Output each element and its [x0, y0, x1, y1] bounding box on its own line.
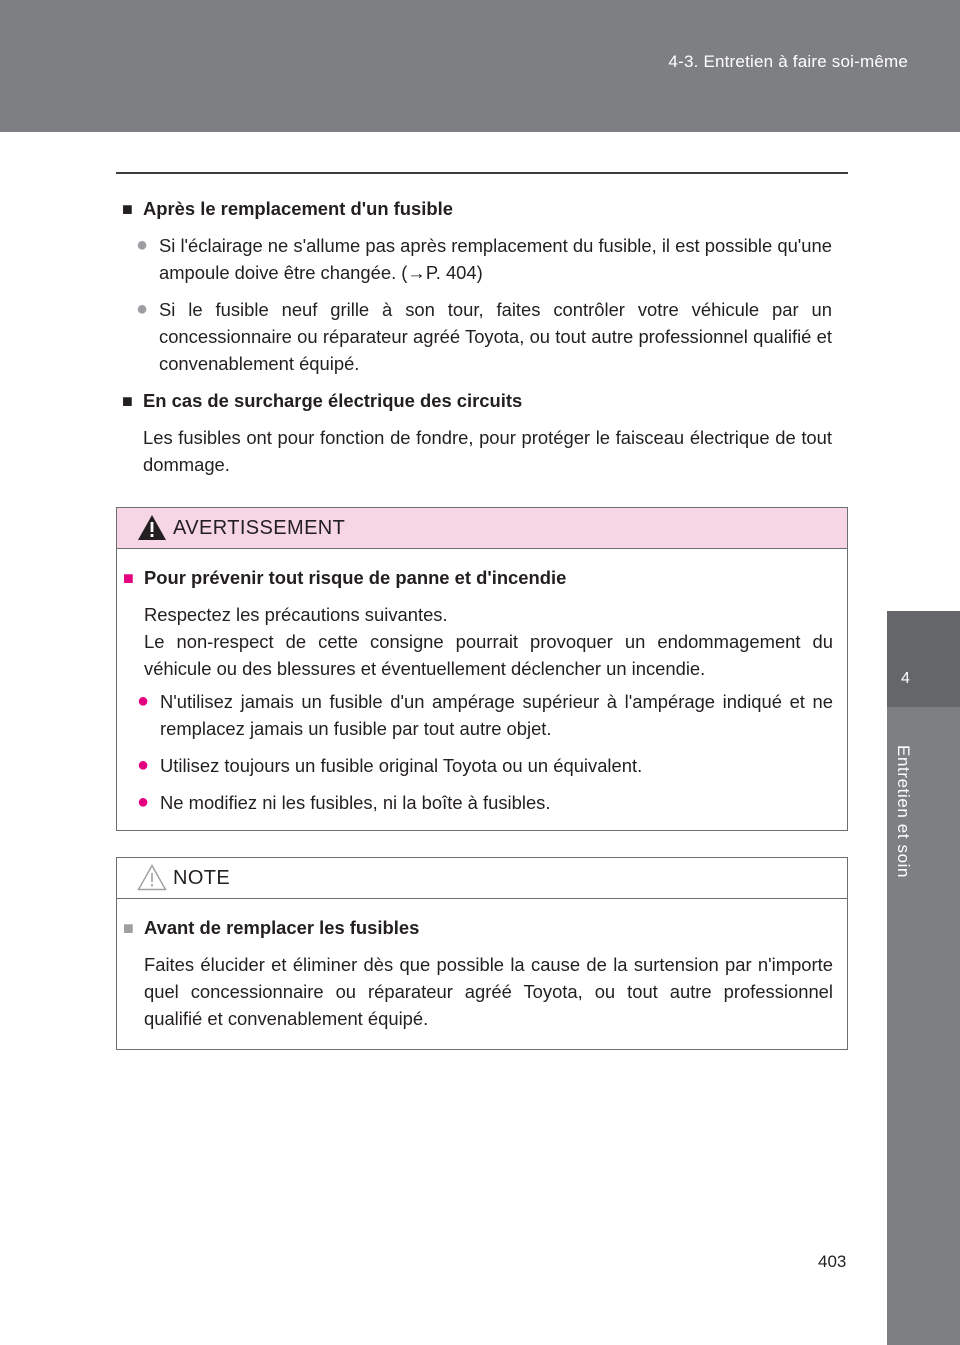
list-item-text: Si l'éclairage ne s'allume pas après remplacement du fusible, il est possible qu'une ampoule doive être changée. (→P. 404)	[159, 235, 832, 283]
heading-text: Après le remplacement d'un fusible	[143, 198, 453, 219]
main-content	[122, 195, 832, 488]
heading-text: Pour prévenir tout risque de panne et d'incendie	[144, 567, 567, 588]
warning-intro-line: Le non-respect de cette consigne pourrait provoquer un endommagement du véhicule ou des blessures et éventuellement déclencher un incendie.	[144, 631, 833, 679]
warning-box-header	[117, 508, 847, 549]
section-heading-replacement	[122, 195, 832, 222]
header-band	[0, 0, 960, 132]
list-item	[123, 752, 833, 779]
warning-box	[116, 507, 848, 831]
list-item	[123, 789, 833, 816]
bullet-icon: ●	[136, 234, 149, 256]
warning-heading	[123, 564, 833, 591]
bullet-icon: ●	[137, 690, 150, 712]
heading-text: Avant de remplacer les fusibles	[144, 917, 420, 938]
list-item	[123, 688, 833, 742]
square-marker-icon: ■	[122, 391, 133, 411]
chapter-number: 4	[901, 670, 910, 687]
square-marker-icon: ■	[123, 918, 134, 938]
section-heading-overload	[122, 387, 832, 414]
bullet-icon: ●	[137, 791, 150, 813]
list-item-text: Si le fusible neuf grille à son tour, faites contrôler votre véhicule par un concessionnaire ou réparateur agréé Toyota, ou tout autre professionnel qualifié et convenablement équipé.	[159, 299, 832, 374]
note-paragraph: Faites élucider et éliminer dès que possible la cause de la surtension par n'importe quel concessionnaire ou réparateur agréé Toyota, ou tout autre professionnel qualifié et convenablement équipé.	[144, 954, 833, 1029]
caution-triangle-icon	[137, 863, 167, 891]
chapter-label: Entretien et soin	[894, 745, 913, 879]
bullet-icon: ●	[136, 298, 149, 320]
list-item-text: N'utilisez jamais un fusible d'un ampérage supérieur à l'ampérage indiqué et ne remplacez jamais un fusible par tout autre objet.	[160, 691, 833, 739]
warning-intro	[123, 601, 833, 682]
warning-box-body	[123, 564, 833, 826]
page-number: 403	[818, 1252, 847, 1271]
list-item	[122, 296, 832, 377]
note-box-header	[117, 858, 847, 899]
square-marker-icon: ■	[122, 199, 133, 219]
chapter-side-tab	[887, 611, 960, 1345]
note-title: NOTE	[173, 867, 231, 889]
list-item-text: Utilisez toujours un fusible original Toyota ou un équivalent.	[160, 755, 643, 776]
list-item-text: Ne modifiez ni les fusibles, ni la boîte à fusibles.	[160, 792, 551, 813]
section-title: 4-3. Entretien à faire soi-même	[668, 52, 908, 71]
warning-triangle-icon	[137, 513, 167, 541]
note-box	[116, 857, 848, 1050]
overload-paragraph: Les fusibles ont pour fonction de fondre, pour protéger le faisceau électrique de tout dommage.	[143, 427, 832, 475]
warning-title: AVERTISSEMENT	[173, 517, 346, 539]
chapter-tab-highlight	[887, 611, 960, 707]
list-item	[122, 232, 832, 286]
heading-text: En cas de surcharge électrique des circuits	[143, 390, 523, 411]
bullet-icon: ●	[137, 754, 150, 776]
warning-intro-line: Respectez les précautions suivantes.	[144, 604, 448, 625]
square-marker-icon: ■	[123, 568, 134, 588]
note-box-body	[123, 914, 833, 1042]
note-heading	[123, 914, 833, 941]
top-divider	[116, 172, 848, 174]
